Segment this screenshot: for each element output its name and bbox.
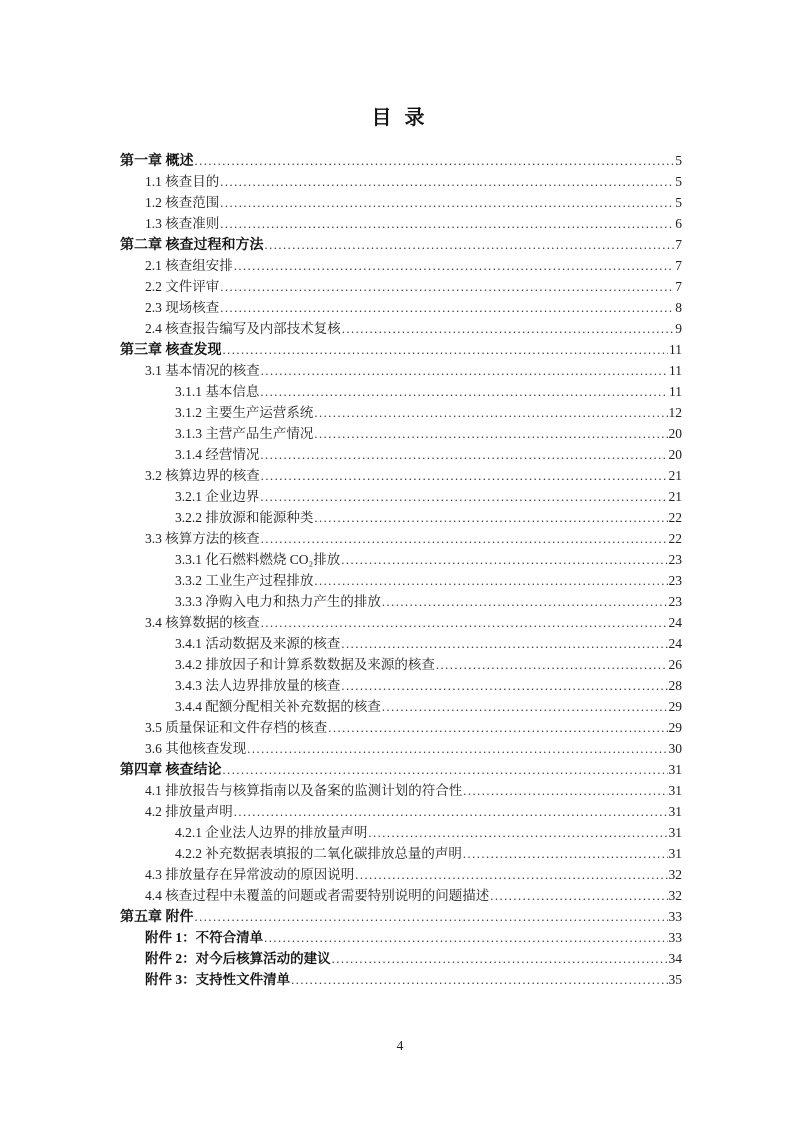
toc-entry-label: 3.3.3 净购入电力和热力产生的排放 xyxy=(175,594,381,609)
toc-entry xyxy=(120,234,682,255)
toc-entry-label: 3.4.4 配额分配相关补充数据的核查 xyxy=(175,699,381,714)
dot-leader xyxy=(314,403,667,424)
toc-entry xyxy=(120,696,682,717)
toc-entry xyxy=(120,255,682,276)
toc-entry-label: 2.4 核查报告编写及内部技术复核 xyxy=(145,321,341,336)
page-title: 目 录 xyxy=(371,107,429,129)
toc-entry-label: 附件 3：支持性文件清单 xyxy=(145,972,291,987)
toc-entry-label: 3.6 其他核查发现 xyxy=(145,741,247,756)
dot-leader xyxy=(291,970,667,991)
toc-entry-label: 4.3 排放量存在异常波动的原因说明 xyxy=(145,867,355,882)
toc-entry-page: 28 xyxy=(668,678,682,693)
toc-entry-page: 34 xyxy=(668,951,682,966)
toc-entry-page: 11 xyxy=(669,384,682,399)
toc-entry-page: 26 xyxy=(668,657,682,672)
toc-entry xyxy=(120,318,682,339)
toc-entry-page: 6 xyxy=(675,216,682,231)
toc-entry-label: 2.1 核查组安排 xyxy=(145,258,233,273)
dot-leader xyxy=(341,550,667,571)
toc-entry xyxy=(120,906,682,927)
toc-entry-label: 附件 1：不符合清单 xyxy=(145,930,264,945)
toc-entry xyxy=(120,864,682,885)
dot-leader xyxy=(260,487,667,508)
toc-entry xyxy=(120,801,682,822)
toc-entry-label: 3.3.1 化石燃料燃烧 CO₂排放 xyxy=(175,552,341,567)
dot-leader xyxy=(220,277,674,298)
dot-leader xyxy=(261,361,668,382)
toc-entry xyxy=(120,360,682,381)
toc-entry xyxy=(120,528,682,549)
toc-entry-label: 1.3 核查准则 xyxy=(145,216,220,231)
toc-entry-page: 21 xyxy=(668,489,682,504)
toc-entry-page: 32 xyxy=(668,888,682,903)
toc-entry-page: 5 xyxy=(675,153,682,168)
toc-entry-page: 7 xyxy=(675,258,682,273)
toc-entry-page: 29 xyxy=(668,699,682,714)
toc-entry xyxy=(120,339,682,360)
dot-leader xyxy=(314,424,667,445)
toc-entry-label: 3.3.2 工业生产过程排放 xyxy=(175,573,314,588)
dot-leader xyxy=(342,319,675,340)
toc-entry xyxy=(120,423,682,444)
toc-entry-label: 3.1.4 经营情况 xyxy=(175,447,260,462)
dot-leader xyxy=(220,193,674,214)
toc-entry-label: 3.2.2 排放源和能源种类 xyxy=(175,510,314,525)
toc-entry-label: 4.1 排放报告与核算指南以及备案的监测计划的符合性 xyxy=(145,783,463,798)
toc-entry-page: 20 xyxy=(668,447,682,462)
toc-entry xyxy=(120,486,682,507)
toc-entry-page: 31 xyxy=(668,846,682,861)
toc-entry xyxy=(120,192,682,213)
dot-leader xyxy=(220,214,674,235)
toc-entry-page: 9 xyxy=(675,321,682,336)
dot-leader xyxy=(264,928,667,949)
dot-leader xyxy=(436,655,668,676)
toc-entry xyxy=(120,570,682,591)
toc-entry xyxy=(120,465,682,486)
toc-entry-page: 5 xyxy=(675,195,682,210)
toc-entry-page: 11 xyxy=(669,342,682,357)
dot-leader xyxy=(314,571,667,592)
dot-leader xyxy=(382,697,668,718)
toc-entry-page: 5 xyxy=(675,174,682,189)
toc-entry xyxy=(120,612,682,633)
toc-entry xyxy=(120,654,682,675)
toc-entry-page: 12 xyxy=(668,405,682,420)
dot-leader xyxy=(332,949,668,970)
dot-leader xyxy=(355,865,667,886)
dot-leader xyxy=(314,508,667,529)
toc-entry-page: 33 xyxy=(668,909,682,924)
toc-entry-page: 21 xyxy=(668,468,682,483)
toc-entry-label: 3.4.3 法人边界排放量的核查 xyxy=(175,678,341,693)
toc-entry-label: 第二章 核查过程和方法 xyxy=(120,238,264,253)
toc-entry xyxy=(120,969,682,990)
toc-entry-label: 第四章 核查结论 xyxy=(120,763,222,778)
dot-leader xyxy=(341,634,667,655)
toc-entry-label: 4.2.2 补充数据表填报的二氧化碳排放总量的声明 xyxy=(175,846,462,861)
toc-entry-page: 31 xyxy=(668,804,682,819)
toc-entry xyxy=(120,738,682,759)
toc-entry-page: 35 xyxy=(668,972,682,987)
toc-entry xyxy=(120,507,682,528)
dot-leader xyxy=(195,907,668,928)
toc-entry xyxy=(120,150,682,171)
toc-entry-label: 3.1.3 主营产品生产情况 xyxy=(175,426,314,441)
dot-leader xyxy=(220,298,674,319)
dot-leader xyxy=(265,235,675,256)
dot-leader xyxy=(234,256,675,277)
toc-entry xyxy=(120,843,682,864)
toc-entry-page: 29 xyxy=(668,720,682,735)
dot-leader xyxy=(223,340,669,361)
toc-entry-label: 1.2 核查范围 xyxy=(145,195,220,210)
toc-entry xyxy=(120,759,682,780)
toc-entry-page: 32 xyxy=(668,867,682,882)
dot-leader xyxy=(234,802,668,823)
toc-entry-label: 4.2.1 企业法人边界的排放量声明 xyxy=(175,825,368,840)
dot-leader xyxy=(247,739,667,760)
table-of-contents xyxy=(120,150,682,990)
toc-entry-page: 7 xyxy=(675,279,682,294)
toc-entry xyxy=(120,675,682,696)
toc-entry-label: 3.4 核算数据的核查 xyxy=(145,615,260,630)
dot-leader xyxy=(328,718,667,739)
toc-entry-label: 第三章 核查发现 xyxy=(120,343,222,358)
toc-entry-page: 11 xyxy=(669,363,682,378)
dot-leader xyxy=(223,760,668,781)
toc-entry-label: 3.1.1 基本信息 xyxy=(175,384,260,399)
toc-entry-page: 20 xyxy=(668,426,682,441)
toc-entry xyxy=(120,444,682,465)
toc-entry-page: 23 xyxy=(668,552,682,567)
dot-leader xyxy=(368,823,667,844)
dot-leader xyxy=(220,172,674,193)
toc-entry xyxy=(120,885,682,906)
dot-leader xyxy=(490,886,667,907)
toc-entry xyxy=(120,948,682,969)
toc-entry-page: 31 xyxy=(668,762,682,777)
toc-entry-label: 3.2 核算边界的核查 xyxy=(145,468,260,483)
toc-entry-page: 24 xyxy=(668,615,682,630)
toc-entry-label: 2.3 现场核查 xyxy=(145,300,220,315)
toc-entry-page: 22 xyxy=(668,531,682,546)
footer-page-number: 4 xyxy=(396,1038,404,1053)
toc-entry xyxy=(120,780,682,801)
toc-entry xyxy=(120,927,682,948)
toc-entry-label: 第一章 概述 xyxy=(120,154,194,169)
toc-entry xyxy=(120,297,682,318)
toc-entry-page: 22 xyxy=(668,510,682,525)
dot-leader xyxy=(260,382,668,403)
toc-entry-label: 3.4.1 活动数据及来源的核查 xyxy=(175,636,341,651)
toc-entry-label: 1.1 核查目的 xyxy=(145,174,220,189)
toc-entry-label: 附件 2：对今后核算活动的建议 xyxy=(145,951,331,966)
toc-entry-page: 30 xyxy=(668,741,682,756)
toc-entry-page: 33 xyxy=(668,930,682,945)
dot-leader xyxy=(382,592,668,613)
toc-entry-page: 31 xyxy=(668,825,682,840)
toc-entry-label: 3.3 核算方法的核查 xyxy=(145,531,260,546)
toc-entry xyxy=(120,549,682,570)
toc-entry-page: 7 xyxy=(675,237,682,252)
toc-entry-label: 3.4.2 排放因子和计算系数数据及来源的核查 xyxy=(175,657,435,672)
toc-entry-label: 3.1 基本情况的核查 xyxy=(145,363,260,378)
toc-entry-page: 31 xyxy=(668,783,682,798)
toc-entry xyxy=(120,633,682,654)
dot-leader xyxy=(341,676,667,697)
toc-entry-label: 第五章 附件 xyxy=(120,910,194,925)
toc-entry xyxy=(120,402,682,423)
toc-entry xyxy=(120,381,682,402)
dot-leader xyxy=(261,613,668,634)
toc-entry xyxy=(120,276,682,297)
toc-entry-label: 3.2.1 企业边界 xyxy=(175,489,260,504)
toc-entry-page: 8 xyxy=(675,300,682,315)
toc-entry-label: 4.2 排放量声明 xyxy=(145,804,233,819)
toc-entry xyxy=(120,822,682,843)
toc-entry-page: 24 xyxy=(668,636,682,651)
dot-leader xyxy=(261,529,668,550)
toc-entry-label: 3.1.2 主要生产运营系统 xyxy=(175,405,314,420)
toc-entry xyxy=(120,717,682,738)
toc-entry xyxy=(120,591,682,612)
toc-entry-page: 23 xyxy=(668,594,682,609)
toc-entry xyxy=(120,213,682,234)
toc-entry-label: 4.4 核查过程中未覆盖的问题或者需要特别说明的问题描述 xyxy=(145,888,490,903)
dot-leader xyxy=(463,781,667,802)
dot-leader xyxy=(195,151,675,172)
toc-entry-label: 2.2 文件评审 xyxy=(145,279,220,294)
toc-entry xyxy=(120,171,682,192)
toc-entry-label: 3.5 质量保证和文件存档的核查 xyxy=(145,720,328,735)
dot-leader xyxy=(463,844,668,865)
dot-leader xyxy=(260,445,667,466)
toc-entry-page: 23 xyxy=(668,573,682,588)
dot-leader xyxy=(261,466,668,487)
